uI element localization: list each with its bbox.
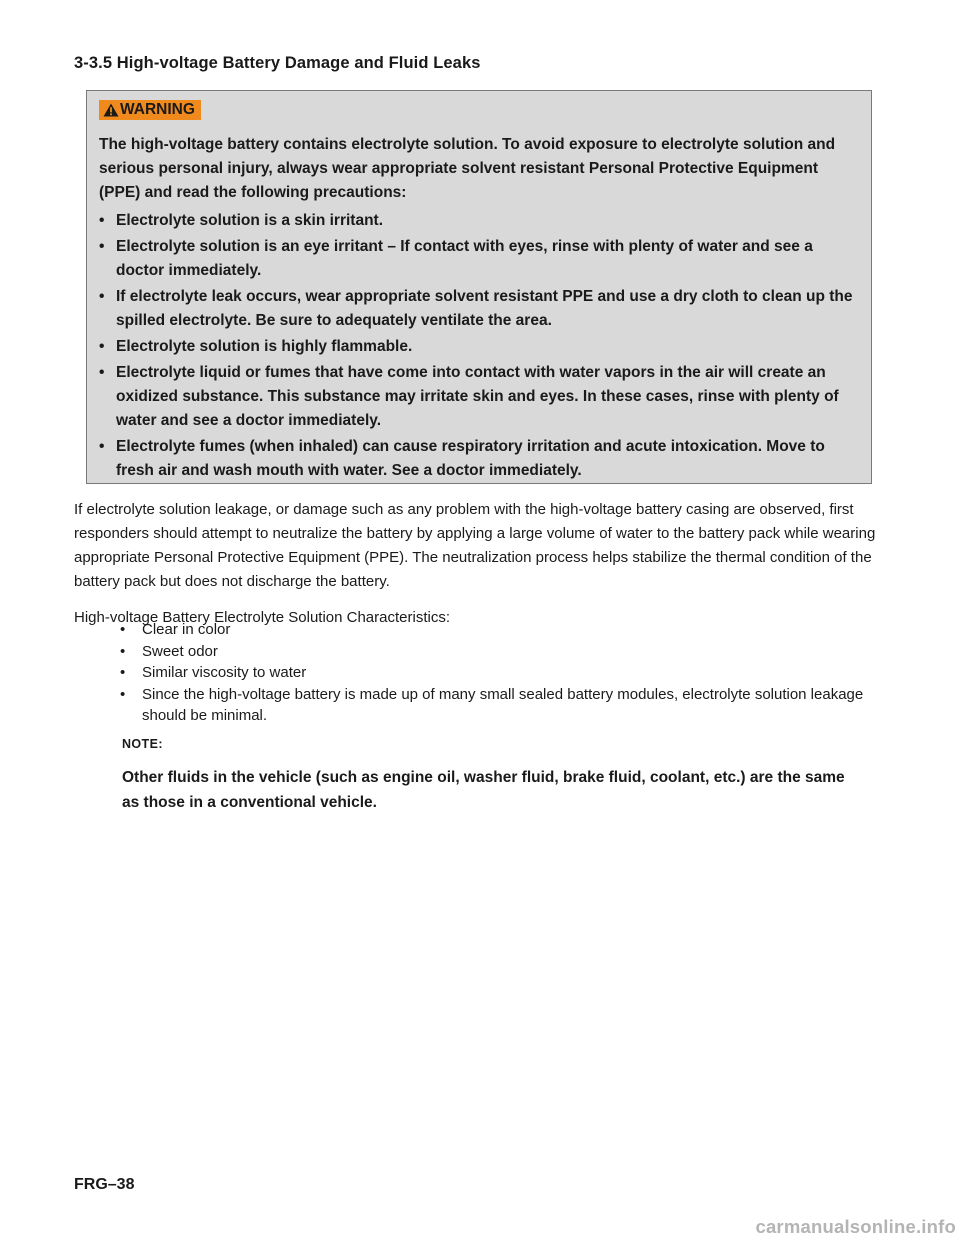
warning-item [99, 209, 859, 233]
watermark-text[interactable]: carmanualsonline.info [755, 1216, 956, 1237]
characteristic-text: Similar viscosity to water [142, 664, 307, 681]
warning-item [99, 285, 859, 333]
warning-list [99, 209, 859, 485]
warning-intro: The high-voltage battery contains electrolyte solution. To avoid exposure to electrolyte solution and serious personal injury, always wear appropriate solvent resistant Personal Protective Equipment (PPE) and read the following precautions: [99, 136, 836, 201]
bullet-icon: • [99, 212, 105, 229]
warning-box [86, 90, 872, 484]
characteristic-text: Since the high-voltage battery is made up of many small sealed battery modules, electrolyte solution leakage should be minimal. [142, 685, 864, 724]
note-text: Other fluids in the vehicle (such as engine oil, washer fluid, brake fluid, coolant, etc.) are the same as those in a conventional vehicle. [122, 769, 845, 811]
warning-item [99, 435, 859, 483]
characteristic-text: Sweet odor [142, 642, 218, 660]
body-paragraph: If electrolyte solution leakage, or damage such as any problem with the high-voltage battery casing are observed, first responders should attempt to neutralize the battery by applying a large volume of water to the battery pack while wearing appropriate Personal Protective Equipment (PPE). The neutralization process helps stabilize the thermal condition of the battery pack but does not discharge the battery. [74, 501, 876, 590]
characteristic-item [120, 662, 880, 684]
warning-item-text: Electrolyte solution is a skin irritant. [116, 212, 384, 229]
bullet-icon: • [99, 238, 105, 255]
bullet-icon: • [99, 338, 105, 355]
bullet-icon: • [99, 288, 105, 305]
warning-item-text: Electrolyte solution is an eye irritant – If contact with eyes, rinse with plenty of water and see a doctor immediately. [116, 238, 813, 279]
warning-item-text: Electrolyte solution is highly flammable. [116, 338, 413, 355]
warning-item-text: If electrolyte leak occurs, wear appropriate solvent resistant PPE and use a dry cloth to clean up the spilled electrolyte. Be sure to adequately ventilate the area. [116, 288, 853, 329]
warning-label-text: WARNING [120, 101, 195, 118]
warning-item-text: Electrolyte fumes (when inhaled) can cause respiratory irritation and acute intoxication. Move to fresh air and wash mouth with water. See a doctor immediately. [116, 438, 825, 479]
bullet-icon: • [120, 642, 126, 660]
warning-triangle-icon [103, 103, 119, 117]
note-label: NOTE: [122, 737, 163, 751]
bullet-icon: • [99, 438, 105, 455]
characteristics-list [120, 619, 880, 727]
warning-item [99, 361, 859, 433]
characteristic-item [120, 619, 880, 641]
characteristic-item [120, 684, 880, 727]
warning-item [99, 335, 859, 359]
bullet-icon: • [120, 664, 126, 681]
characteristic-text: Clear in color [142, 621, 231, 638]
warning-item [99, 235, 859, 283]
section-heading: 3-3.5 High-voltage Battery Damage and Fluid Leaks [74, 54, 481, 72]
warning-label [99, 100, 201, 120]
bullet-icon: • [99, 364, 105, 381]
characteristic-item [120, 641, 880, 663]
warning-item-text: Electrolyte liquid or fumes that have come into contact with water vapors in the air will create an oxidized substance. This substance may irritate skin and eyes. In these cases, rinse with plenty of water and see a doctor immediately. [116, 364, 839, 429]
bullet-icon: • [120, 621, 126, 638]
characteristics-title: High-voltage Battery Electrolyte Solution Characteristics: [74, 609, 450, 626]
bullet-icon: • [120, 685, 126, 703]
page-number: FRG–38 [74, 1176, 135, 1193]
